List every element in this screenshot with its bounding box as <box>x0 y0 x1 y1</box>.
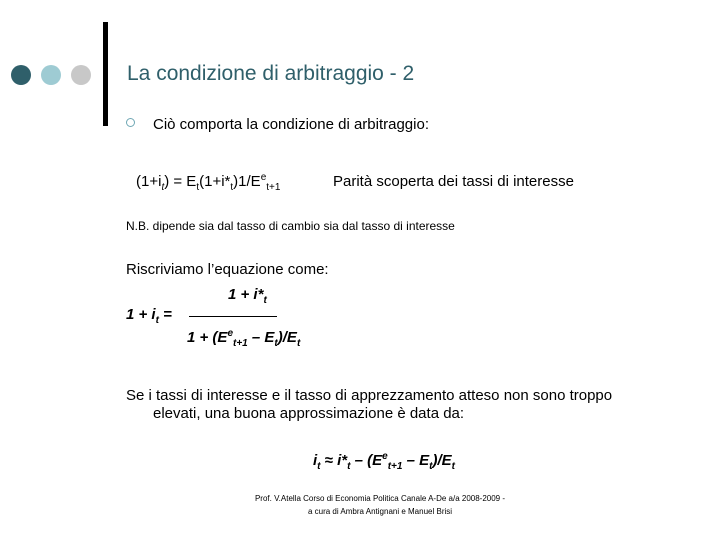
decor-dot-grey <box>71 65 91 85</box>
frac-num-main: 1 + i* <box>228 286 264 303</box>
decor-dot-dark <box>11 65 31 85</box>
eq1-sub: t <box>196 182 200 193</box>
approx-equation <box>313 451 455 472</box>
footer-line1: Prof. V.Atella Corso di Economia Politica Canale A-De a/a 2008-2009 - <box>254 494 506 503</box>
frac-den-sub: t <box>296 338 301 349</box>
approx-sub: t <box>317 461 321 472</box>
eq1-part: ) = E <box>164 173 197 190</box>
frac-num-sub: t <box>263 295 267 306</box>
frac-denominator <box>187 328 301 349</box>
eq1-sub: t <box>161 182 165 193</box>
approx-intro-line2: elevati, una buona approssimazione è data da: <box>153 405 465 422</box>
bullet-text <box>153 116 429 133</box>
slide-title: La condizione di arbitraggio - 2 <box>127 62 415 85</box>
uip-label: Parità scoperta dei tassi di interesse <box>333 173 574 190</box>
uip-equation <box>136 172 281 193</box>
bullet-ring-icon <box>126 118 135 127</box>
bullet-prefix: Ciò comporta la <box>153 116 263 133</box>
approx-sub: t <box>451 461 455 472</box>
approx-sub: t <box>429 461 433 472</box>
approx-part: )/E <box>432 452 452 469</box>
decor-vertical-bar <box>103 22 108 126</box>
frac-den-part: )/E <box>277 329 297 346</box>
approx-part: – E <box>402 452 430 469</box>
approx-part: i <box>313 452 318 469</box>
eq1-sub: t <box>230 182 234 193</box>
eq1-sub: t+1 <box>266 182 281 193</box>
eq1-sup: e <box>260 172 267 183</box>
fraction-bar <box>189 316 277 317</box>
nb-note: N.B. dipende sia dal tasso di cambio sia dal tasso di interesse <box>126 219 455 233</box>
frac-den-part: 1 + (E <box>187 329 228 346</box>
decor-dot-light <box>41 65 61 85</box>
frac-den-sup: e <box>227 328 233 339</box>
frac-den-part: – E <box>247 329 275 346</box>
frac-den-sub: t <box>274 338 278 349</box>
approx-part: – (E <box>350 452 383 469</box>
approx-part: ≈ i* <box>320 452 348 469</box>
frac-lhs <box>126 306 172 326</box>
eq1-part: (1+i* <box>199 173 231 190</box>
frac-lhs-sub: t <box>155 315 159 326</box>
frac-lhs-eq: = <box>158 306 172 323</box>
footer-line2: a cura di Ambra Antignani e Manuel Brisi <box>307 507 453 516</box>
frac-numerator <box>228 286 267 306</box>
frac-den-sub: t+1 <box>233 338 248 349</box>
bullet-emph: condizione di arbitraggio <box>262 116 425 133</box>
approx-intro-line1: Se i tassi di interesse e il tasso di apprezzamento atteso non sono troppo <box>126 387 613 404</box>
rewrite-intro: Riscriviamo l’equazione come: <box>126 261 329 278</box>
approx-sup: e <box>382 451 388 462</box>
approx-sub: t+1 <box>387 461 403 472</box>
eq1-part: )1/E <box>233 173 261 190</box>
eq1-part: (1+i <box>136 173 162 190</box>
approx-sub: t <box>347 461 351 472</box>
frac-lhs-main: 1 + i <box>126 306 156 323</box>
bullet-suffix: : <box>424 116 429 133</box>
